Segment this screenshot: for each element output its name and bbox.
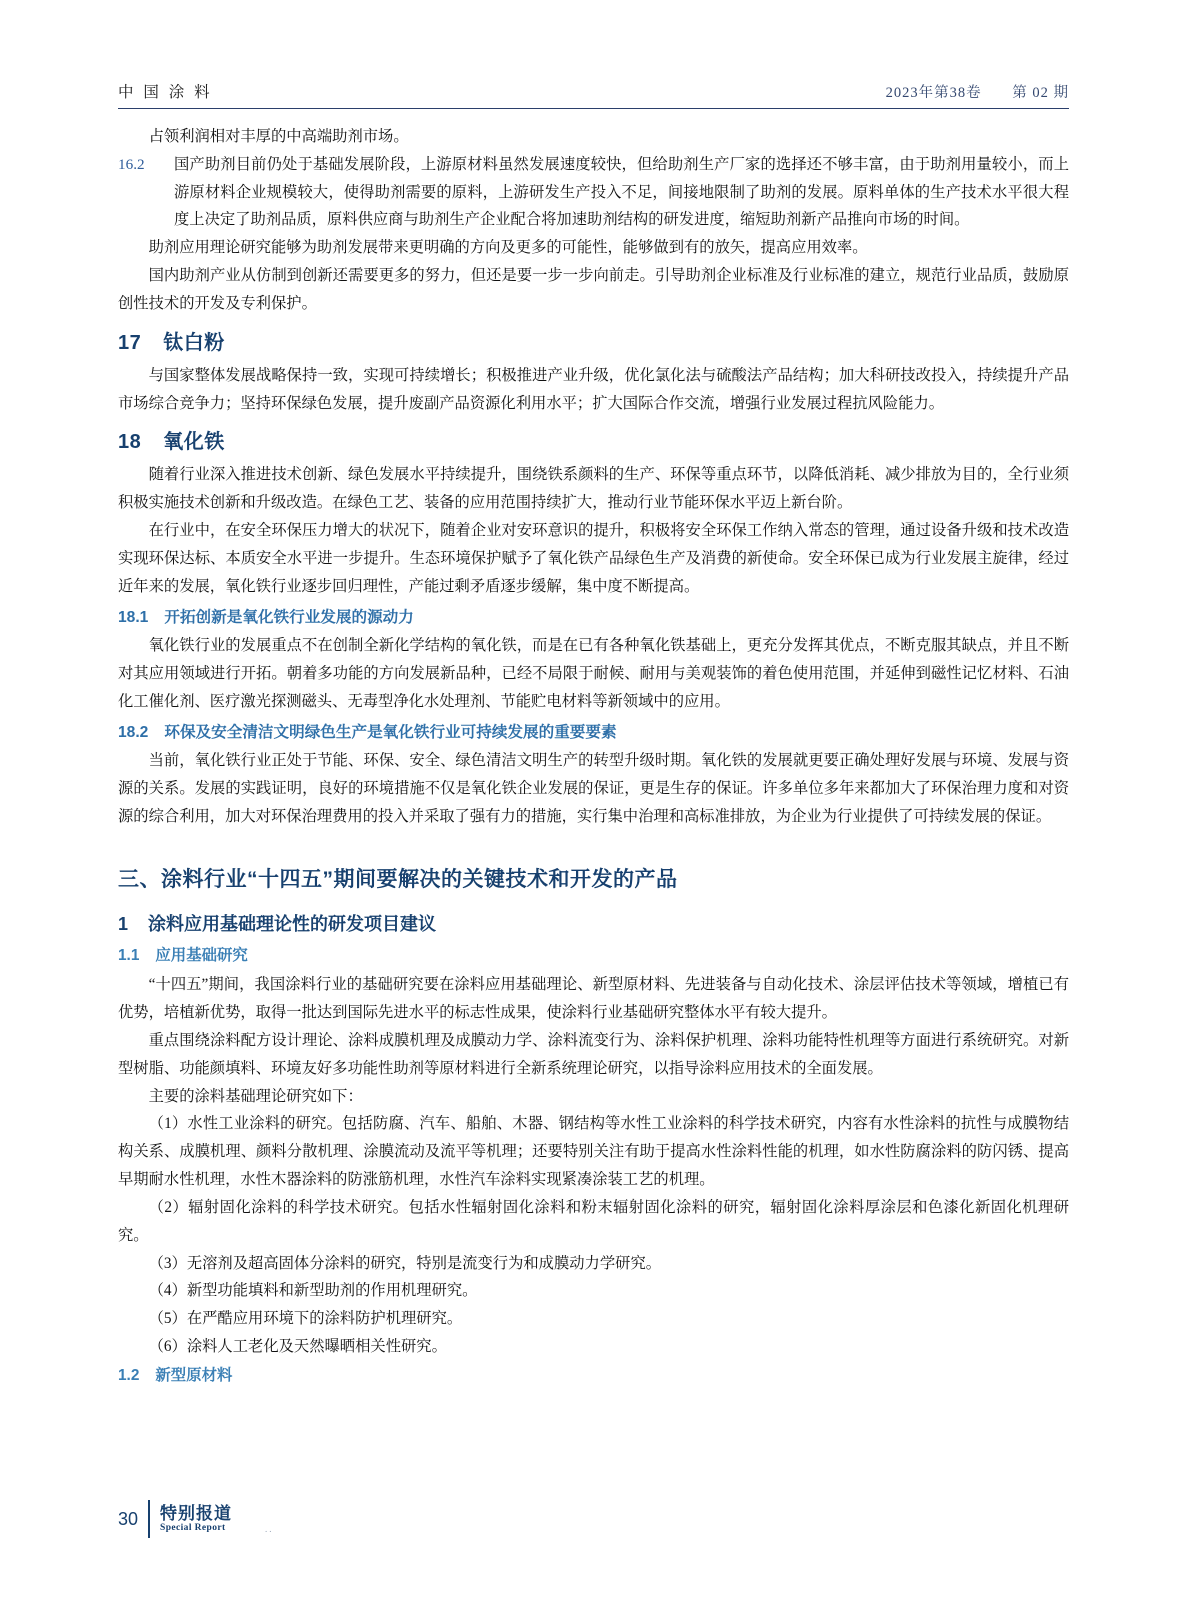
minor-title: 应用基础研究 (155, 947, 248, 965)
minor-heading-1-2 (118, 1361, 1069, 1391)
minor-number: 1.1 (118, 947, 140, 965)
paragraph-18-a: 随着行业深入推进技术创新、绿色发展水平持续提升，围绕铁系颜料的生产、环保等重点环节，以降低消耗、减少排放为目的，全行业须积极实施技术创新和升级改造。在绿色工艺、装备的应用范围持续扩大，推动行业节能环保水平迈上新台阶。 (118, 466, 1069, 512)
list-item-4: （4）新型功能填料和新型助剂的作用机理研究。 (148, 1282, 478, 1300)
paragraph-top: 占领利润相对丰厚的中高端助剂市场。 (148, 128, 409, 145)
page-number: 30 (118, 1508, 139, 1529)
paragraph-18-b: 在行业中，在安全环保压力增大的状况下，随着企业对安环意识的提升，积极将安全环保工作纳入常态的管理，通过设备升级和技术改造实现环保达标、本质安全水平进一步提升。生态环境保护赋予了氧化铁产品绿色生产及消费的新使命。安全环保已成为行业发展主旋律，经过近年来的发展，氧化铁行业逐步回归理性，产能过剩矛盾逐步缓解，集中度不断提高。 (118, 522, 1069, 595)
chapter-heading: 三、涂料行业“十四五”期间要解决的关键技术和开发的产品 (118, 867, 678, 891)
list-item-5: （5）在严酷应用环境下的涂料防护机理研究。 (148, 1310, 463, 1328)
minor-heading-1-1 (118, 941, 1069, 971)
paragraph-16-2-b: 国内助剂产业从仿制到创新还需要更多的努力，但还是要一步一步向前走。引导助剂企业标准及行业标准的建立，规范行业品质，鼓励原创性技术的开发及专利保护。 (118, 267, 1069, 312)
paragraph-1-1-b: 重点围绕涂料配方设计理论、涂料成膜机理及成膜动力学、涂料流变行为、涂料保护机理、涂料功能特性机理等方面进行系统研究。对新型树脂、功能颜填料、环境友好多功能性助剂等原材料进行全新系统理论研究，以指导涂料应用技术的全面发展。 (118, 1031, 1069, 1077)
paragraph-1-1-a: “十四五”期间，我国涂料行业的基础研究要在涂料应用基础理论、新型原材料、先进装备与自动化技术、涂层评估技术等领域，增植已有优势，培植新优势，取得一批达到国际先进水平的标志性成果，使涂料行业基础研究整体水平有较大提升。 (118, 976, 1069, 1022)
major-heading-1 (118, 907, 1069, 941)
section-title: 钛白粉 (163, 331, 225, 354)
subsection-heading-18-1 (118, 603, 1069, 633)
paragraph-16-2-a: 助剂应用理论研究能够为助剂发展带来更明确的方向及更多的可能性，能够做到有的放矢，提高应用效率。 (148, 239, 868, 257)
subsection-number: 18.1 (118, 608, 149, 626)
subsection-title: 环保及安全清洁文明绿色生产是氧化铁行业可持续发展的重要要素 (164, 723, 617, 741)
footer-label (160, 1504, 232, 1534)
footer-label-en: Special Report (160, 1523, 226, 1534)
numbered-item-16-2 (118, 151, 1069, 234)
footer-dots: .. (265, 1524, 274, 1534)
item-number: 16.2 (118, 155, 145, 173)
subsection-title: 开拓创新是氧化铁行业发展的源动力 (164, 608, 414, 626)
paragraph-18-1: 氧化铁行业的发展重点不在创制全新化学结构的氧化铁，而是在已有各种氧化铁基础上，更充分发挥其优点，不断克服其缺点，并且不断对其应用领域进行开拓。朝着多功能的方向发展新品种，已经不局限于耐候、耐用与美观装饰的着色使用范围，并延伸到磁性记忆材料、石油化工催化剂、医疗激光探测磁头、无毒型净化水处理剂、节能贮电材料等新领域中的应用。 (118, 637, 1069, 710)
page-content (118, 109, 1069, 1391)
page-header (118, 80, 1069, 109)
major-title: 涂料应用基础理论性的研发项目建议 (148, 914, 437, 935)
section-heading-17 (118, 324, 1069, 362)
paragraph-1-1-c: 主要的涂料基础理论研究如下： (148, 1087, 363, 1105)
major-number: 1 (118, 914, 129, 935)
item-text: 国产助剂目前仍处于基础发展阶段，上游原材料虽然发展速度较快，但给助剂生产厂家的选择还不够丰富，由于助剂用量较小，而上游原材料企业规模较大，使得助剂需要的原料，上游研发生产投入不足，间接地限制了助剂的发展。原料单体的生产技术水平很大程度上决定了助剂品质，原料供应商与助剂生产企业配合将加速助剂结构的研发进度，缩短助剂新产品推向市场的时间。 (174, 155, 1069, 229)
paragraph-18-2: 当前，氧化铁行业正处于节能、环保、安全、绿色清洁文明生产的转型升级时期。氧化铁的发展就更要正确处理好发展与环境、发展与资源的关系。发展的实践证明，良好的环境措施不仅是氧化铁企业发展的保证，更是生存的保证。许多单位多年来都加大了环保治理力度和对资源的综合利用，加大对环保治理费用的投入并采取了强有力的措施，实行集中治理和高标准排放，为企业为行业提供了可持续发展的保证。 (118, 752, 1069, 825)
minor-title: 新型原材料 (155, 1366, 233, 1384)
footer-label-cn: 特别报道 (160, 1503, 233, 1523)
subsection-heading-18-2 (118, 718, 1069, 748)
page-footer (118, 1500, 232, 1538)
section-heading-18 (118, 423, 1069, 461)
section-number: 17 (118, 331, 142, 354)
issue-info (886, 81, 1069, 102)
list-item-3: （3）无溶剂及超高固体分涂料的研究，特别是流变行为和成膜动力学研究。 (148, 1254, 662, 1272)
list-item-6: （6）涂料人工老化及天然曝晒相关性研究。 (148, 1338, 447, 1356)
subsection-number: 18.2 (118, 723, 149, 741)
minor-number: 1.2 (118, 1366, 140, 1384)
issue-number: 第 02 期 (1012, 85, 1069, 101)
section-title: 氧化铁 (163, 431, 225, 454)
list-item-1: （1）水性工业涂料的研究。包括防腐、汽车、船舶、木器、钢结构等水性工业涂料的科学技术研究，内容有水性涂料的抗性与成膜物结构关系、成膜机理、颜料分散机理、涂膜流动及流平等机理；还要特别关注有助于提高水性涂料性能的机理，如水性防腐涂料的防闪锈、提高早期耐水性机理，水性木器涂料的防涨筋机理，水性汽车涂料实现紧凑涂装工艺的机理。 (118, 1115, 1069, 1189)
journal-name: 中 国 涂 料 (118, 84, 213, 101)
paragraph-17: 与国家整体发展战略保持一致，实现可持续增长；积极推进产业升级，优化氯化法与硫酸法产品结构；加大科研技改投入，持续提升产品市场综合竞争力；坚持环保绿色发展，提升废副产品资源化利用水平；扩大国际合作交流，增强行业发展过程抗风险能力。 (118, 366, 1069, 412)
issue-year: 2023年第38卷 (885, 85, 982, 101)
footer-divider (148, 1500, 150, 1538)
section-number: 18 (118, 431, 142, 454)
list-item-2: （2）辐射固化涂料的科学技术研究。包括水性辐射固化涂料和粉末辐射固化涂料的研究，辐射固化涂料厚涂层和色漆化新固化机理研究。 (118, 1198, 1069, 1244)
